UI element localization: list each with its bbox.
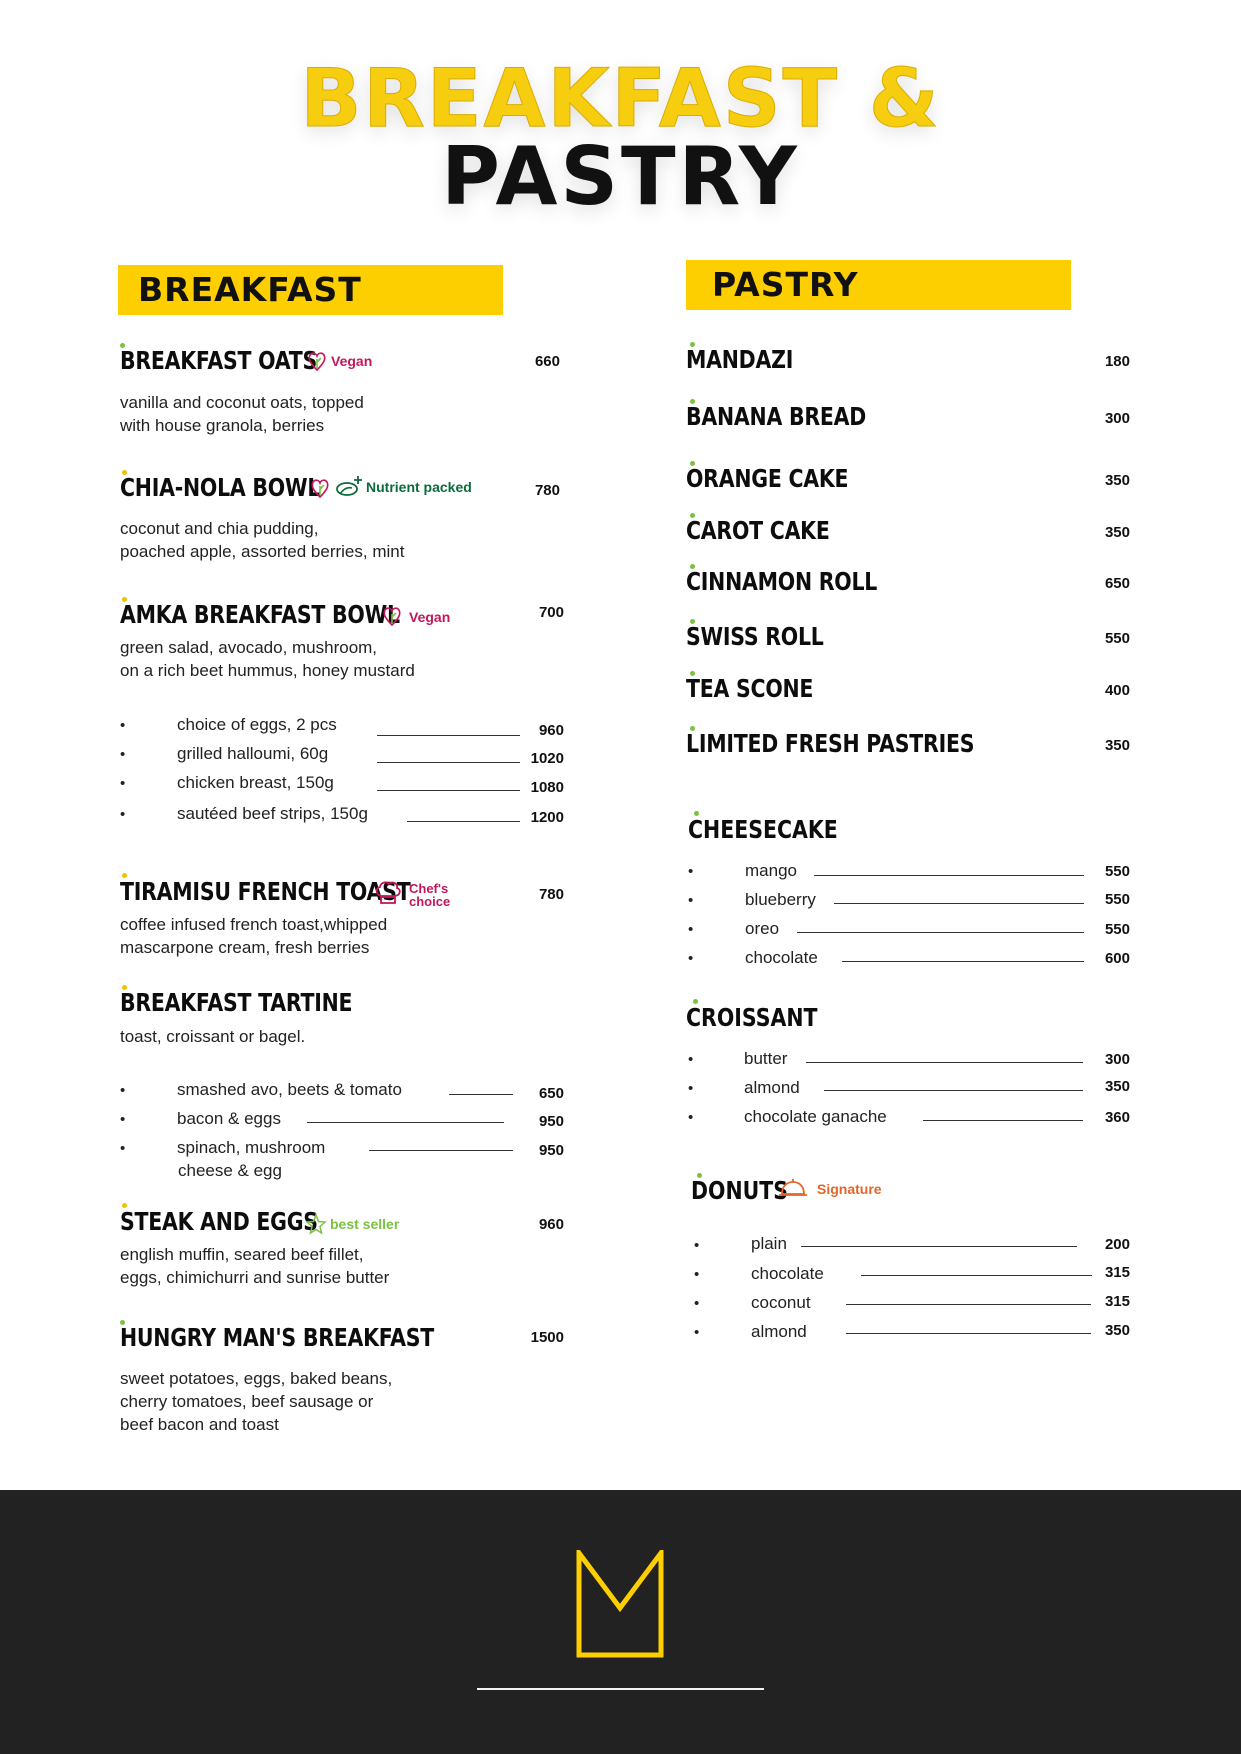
bullet: • bbox=[120, 717, 126, 734]
leader-line bbox=[834, 903, 1084, 904]
vegan-tag: Vegan bbox=[409, 609, 451, 625]
option-price: 600 bbox=[1104, 950, 1130, 967]
option-label: oreo bbox=[745, 919, 780, 938]
option-label: grilled halloumi, 60g bbox=[177, 744, 329, 763]
pastry-name-cinnamon-roll: CINNAMON ROLL bbox=[686, 567, 878, 596]
bullet: • bbox=[688, 950, 694, 967]
leader-line bbox=[861, 1275, 1092, 1276]
option-price: 360 bbox=[1104, 1109, 1130, 1126]
croissant-heading: CROISSANT bbox=[686, 1003, 818, 1032]
bullet: • bbox=[694, 1266, 700, 1283]
option-price: 550 bbox=[1104, 863, 1130, 880]
seedling-plus-icon bbox=[334, 474, 364, 502]
option-label: chocolate bbox=[751, 1264, 824, 1283]
pastry-name-orange-cake: ORANGE CAKE bbox=[686, 464, 849, 493]
signature-tag: Signature bbox=[817, 1181, 882, 1197]
item-price: 780 bbox=[534, 482, 560, 499]
leader-line bbox=[369, 1150, 513, 1151]
pastry-name-mandazi: MANDAZI bbox=[686, 345, 794, 374]
nutrient-tag: Nutrient packed bbox=[366, 479, 472, 495]
option-label: blueberry bbox=[745, 890, 816, 909]
option-price: 950 bbox=[538, 1113, 564, 1130]
leader-line bbox=[377, 762, 520, 763]
leader-line bbox=[846, 1333, 1091, 1334]
option-label: coconut bbox=[751, 1293, 811, 1312]
item-desc: coconut and chia pudding, bbox=[120, 519, 319, 538]
bullet: • bbox=[120, 746, 126, 763]
pastry-price: 180 bbox=[1104, 353, 1130, 370]
cheesecake-heading: CHEESECAKE bbox=[688, 815, 838, 844]
item-name-tiramisu-french-toast: TIRAMISU FRENCH TOAST bbox=[120, 877, 411, 906]
bullet: • bbox=[688, 863, 694, 880]
breakfast-heading: BREAKFAST bbox=[118, 265, 503, 315]
leader-line bbox=[801, 1246, 1077, 1247]
bullet: • bbox=[120, 1140, 126, 1157]
title-line-1: BREAKFAST & bbox=[300, 52, 941, 145]
item-name-breakfast-oats: BREAKFAST OATS bbox=[120, 346, 318, 375]
donuts-heading: DONUTS bbox=[691, 1176, 789, 1205]
option-label: almond bbox=[751, 1322, 807, 1341]
item-desc: cherry tomatoes, beef sausage or bbox=[120, 1392, 374, 1411]
option-price: 315 bbox=[1104, 1293, 1130, 1310]
bullet: • bbox=[688, 892, 694, 909]
option-label: chocolate ganache bbox=[744, 1107, 887, 1126]
pastry-price: 550 bbox=[1104, 630, 1130, 647]
item-desc: sweet potatoes, eggs, baked beans, bbox=[120, 1369, 393, 1388]
leader-line bbox=[846, 1304, 1091, 1305]
item-price: 960 bbox=[538, 1216, 564, 1233]
chef-tag-line-2: choice bbox=[409, 894, 451, 909]
option-price: 315 bbox=[1104, 1264, 1130, 1281]
leader-line bbox=[377, 735, 520, 736]
item-desc: coffee infused french toast,whipped bbox=[120, 915, 388, 934]
chef-tag-line-1: Chef's bbox=[409, 881, 449, 896]
bullet: • bbox=[694, 1324, 700, 1341]
item-price: 1500 bbox=[530, 1329, 564, 1346]
item-price: 700 bbox=[538, 604, 564, 621]
pastry-price: 350 bbox=[1104, 472, 1130, 489]
item-desc: english muffin, seared beef fillet, bbox=[120, 1245, 364, 1264]
item-desc: vanilla and coconut oats, topped bbox=[120, 393, 364, 412]
item-name-amka-breakfast-bowl: AMKA BREAKFAST BOWL bbox=[120, 600, 400, 629]
cloche-icon bbox=[778, 1177, 808, 1203]
item-price: 660 bbox=[534, 353, 560, 370]
item-price: 780 bbox=[538, 886, 564, 903]
option-price: 650 bbox=[538, 1085, 564, 1102]
item-desc: green salad, avocado, mushroom, bbox=[120, 638, 378, 657]
option-price: 200 bbox=[1104, 1236, 1130, 1253]
option-price: 300 bbox=[1104, 1051, 1130, 1068]
pastry-price: 400 bbox=[1104, 682, 1130, 699]
item-name-chia-nola-bowl: CHIA-NOLA BOWL bbox=[120, 473, 321, 502]
pastry-name-tea-scone: TEA SCONE bbox=[686, 674, 814, 703]
bullet: • bbox=[688, 921, 694, 938]
pastry-price: 350 bbox=[1104, 737, 1130, 754]
heart-leaf-icon bbox=[307, 350, 327, 376]
leader-line bbox=[814, 875, 1084, 876]
bullet: • bbox=[688, 1109, 694, 1126]
option-label: smashed avo, beets & tomato bbox=[177, 1080, 402, 1099]
pastry-price: 650 bbox=[1104, 575, 1130, 592]
option-label: plain bbox=[751, 1234, 787, 1253]
item-desc: mascarpone cream, fresh berries bbox=[120, 938, 370, 957]
option-price: 1080 bbox=[530, 779, 564, 796]
option-price: 1200 bbox=[530, 809, 564, 826]
heart-leaf-icon bbox=[382, 605, 402, 631]
option-label-cont: cheese & egg bbox=[178, 1161, 282, 1180]
option-label: sautéed beef strips, 150g bbox=[177, 804, 368, 823]
footer-divider bbox=[477, 1688, 764, 1690]
option-label: spinach, mushroom bbox=[177, 1138, 326, 1157]
option-price: 350 bbox=[1104, 1078, 1130, 1095]
option-label: butter bbox=[744, 1049, 788, 1068]
option-label: choice of eggs, 2 pcs bbox=[177, 715, 337, 734]
pastry-name-limited-fresh-pastries: LIMITED FRESH PASTRIES bbox=[686, 729, 975, 758]
leader-line bbox=[307, 1122, 504, 1123]
item-desc: beef bacon and toast bbox=[120, 1415, 279, 1434]
bullet: • bbox=[694, 1295, 700, 1312]
item-name-steak-and-eggs: STEAK AND EGGS bbox=[120, 1207, 318, 1236]
title-line-2: PASTRY bbox=[441, 130, 800, 223]
item-desc: eggs, chimichurri and sunrise butter bbox=[120, 1268, 390, 1287]
bullet: • bbox=[120, 775, 126, 792]
star-outline-icon bbox=[305, 1213, 327, 1239]
item-desc: with house granola, berries bbox=[120, 416, 325, 435]
option-label: mango bbox=[745, 861, 797, 880]
item-name-breakfast-tartine: BREAKFAST TARTINE bbox=[120, 988, 353, 1017]
vegan-tag: Vegan bbox=[331, 353, 373, 369]
option-label: bacon & eggs bbox=[177, 1109, 281, 1128]
pastry-price: 350 bbox=[1104, 524, 1130, 541]
option-label: chicken breast, 150g bbox=[177, 773, 334, 792]
option-label: almond bbox=[744, 1078, 800, 1097]
option-label: chocolate bbox=[745, 948, 818, 967]
best-seller-tag: best seller bbox=[330, 1216, 400, 1232]
pastry-name-carot-cake: CAROT CAKE bbox=[686, 516, 830, 545]
bullet: • bbox=[694, 1237, 700, 1254]
footer bbox=[0, 1490, 1241, 1754]
item-name-hungry-mans-breakfast: HUNGRY MAN'S BREAKFAST bbox=[120, 1323, 435, 1352]
bullet: • bbox=[120, 806, 126, 823]
bullet: • bbox=[688, 1051, 694, 1068]
option-price: 1020 bbox=[530, 750, 564, 767]
pastry-name-swiss-roll: SWISS ROLL bbox=[686, 622, 824, 651]
bullet: • bbox=[120, 1082, 126, 1099]
m-logo-icon bbox=[576, 1550, 664, 1662]
bullet: • bbox=[120, 1111, 126, 1128]
bullet: • bbox=[688, 1080, 694, 1097]
leader-line bbox=[377, 790, 520, 791]
leader-line bbox=[824, 1090, 1083, 1091]
chef-hat-icon bbox=[374, 880, 402, 910]
leader-line bbox=[923, 1120, 1083, 1121]
leader-line bbox=[806, 1062, 1083, 1063]
leader-line bbox=[797, 932, 1084, 933]
item-desc: on a rich beet hummus, honey mustard bbox=[120, 661, 415, 680]
leader-line bbox=[842, 961, 1084, 962]
option-price: 550 bbox=[1104, 891, 1130, 908]
option-price: 950 bbox=[538, 1142, 564, 1159]
heart-leaf-icon bbox=[310, 477, 330, 503]
pastry-name-banana-bread: BANANA BREAD bbox=[686, 402, 867, 431]
pastry-heading: PASTRY bbox=[686, 260, 1071, 310]
item-desc: poached apple, assorted berries, mint bbox=[120, 542, 405, 561]
pastry-price: 300 bbox=[1104, 410, 1130, 427]
item-desc: toast, croissant or bagel. bbox=[120, 1027, 306, 1046]
option-price: 350 bbox=[1104, 1322, 1130, 1339]
option-price: 550 bbox=[1104, 921, 1130, 938]
option-price: 960 bbox=[538, 722, 564, 739]
